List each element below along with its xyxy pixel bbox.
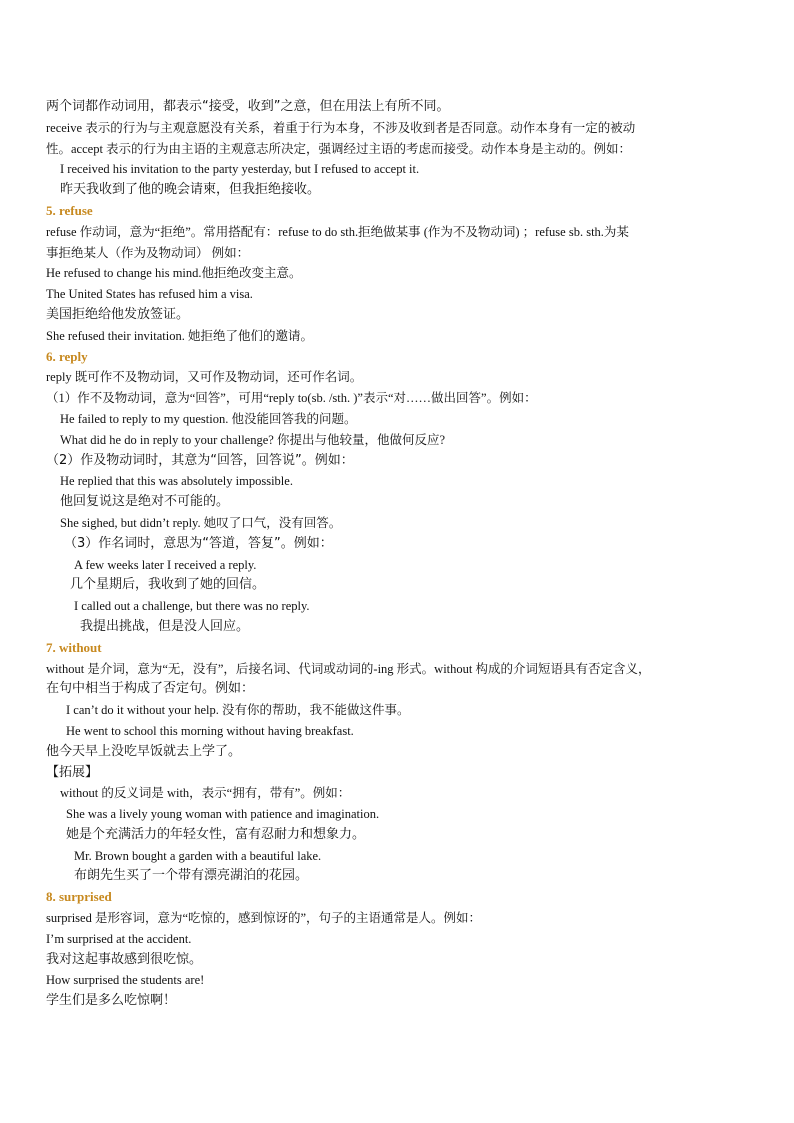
text-line: （2）作及物动词时，其意为“回答，回答说”。例如：	[46, 452, 354, 468]
text-line: She was a lively young woman with patience and imagination.	[66, 807, 380, 822]
text-line: reply 既可作不及物动词，又可作及物动词，还可作名词。	[46, 370, 363, 385]
text-line: 布朗先生买了一个带有漂亮湖泊的花园。	[74, 868, 309, 884]
text-line: （1）作不及物动词，意为“回答”，可用“reply to(sb. /sth. )”表示“对……做出回答”。例如：	[46, 391, 537, 406]
text-line: 性。accept 表示的行为由主语的主观意志所决定，强调经过主语的考虑而接受。动作本身是主动的。例如：	[46, 141, 632, 156]
text-line: 几个星期后，我收到了她的回信。	[70, 577, 266, 593]
section-heading: 8. surprised	[46, 889, 112, 905]
text-line: He went to school this morning without having breakfast.	[66, 723, 354, 738]
text-line: without 的反义词是 with，表示“拥有，带有”。例如：	[60, 786, 351, 801]
text-line: A few weeks later I received a reply.	[74, 557, 257, 572]
text-line: 他今天早上没吃早饭就去上学了。	[46, 743, 242, 759]
text-line: He refused to change his mind.他拒绝改变主意。	[46, 266, 302, 281]
text-line: The United States has refused him a visa.	[46, 287, 253, 302]
text-line: 他回复说这是绝对不可能的。	[60, 494, 230, 510]
text-line: She sighed, but didn’t reply. 她叹了口气，没有回答。	[60, 515, 342, 530]
text-line: 我提出挑战，但是没人回应。	[80, 618, 250, 634]
text-line: 【拓展】	[46, 764, 99, 780]
text-line: 昨天我收到了他的晚会请柬，但我拒绝接收。	[60, 182, 321, 198]
text-line: refuse 作动词，意为“拒绝”。常用搭配有：refuse to do sth.拒绝做某事 (作为不及物动词) ；refuse sb. sth.为某	[46, 224, 629, 239]
text-line: without 是介词，意为“无，没有”，后接名词、代词或动词的-ing 形式。without 构成的介词短语具有否定含义，	[46, 661, 651, 676]
text-line: 在句中相当于构成了否定句。例如：	[46, 681, 255, 697]
text-line: What did he do in reply to your challenge? 你提出与他较量，他做何反应?	[60, 432, 445, 447]
text-line: 美国拒绝给他发放签证。	[46, 306, 190, 322]
text-line: I’m surprised at the accident.	[46, 931, 192, 946]
text-line: She refused their invitation. 她拒绝了他们的邀请。	[46, 328, 313, 343]
section-heading: 7. without	[46, 639, 102, 655]
text-line: How surprised the students are!	[46, 973, 205, 988]
text-line: 两个词都作动词用，都表示“接受，收到”之意，但在用法上有所不同。	[46, 99, 450, 114]
document-body	[46, 97, 750, 1012]
text-line: Mr. Brown bought a garden with a beautiful lake.	[74, 848, 322, 863]
text-line: （3）作名词时，意思为“答道，答复”。例如：	[64, 535, 333, 551]
text-line: He replied that this was absolutely impossible.	[60, 474, 293, 489]
text-line: I can’t do it without your help. 没有你的帮助，我不能做这件事。	[66, 703, 410, 718]
section-heading: 6. reply	[46, 348, 88, 364]
text-line: 学生们是多么吃惊啊！	[46, 993, 177, 1009]
text-line: He failed to reply to my question. 他没能回答我的问题。	[60, 411, 357, 426]
text-line: surprised 是形容词，意为“吃惊的，感到惊讶的”，句子的主语通常是人。例如：	[46, 911, 482, 926]
text-line: 她是个充满活力的年轻女性，富有忍耐力和想象力。	[66, 826, 366, 842]
text-line: 我对这起事故感到很吃惊。	[46, 951, 203, 967]
text-line: I received his invitation to the party yesterday, but I refused to accept it.	[60, 162, 420, 177]
text-line: I called out a challenge, but there was no reply.	[74, 599, 310, 614]
text-line: 事拒绝某人（作为及物动词） 例如：	[46, 245, 250, 260]
section-heading: 5. refuse	[46, 202, 93, 218]
text-line: receive 表示的行为与主观意愿没有关系，着重于行为本身，不涉及收到者是否同意。动作本身有一定的被动	[46, 120, 636, 135]
